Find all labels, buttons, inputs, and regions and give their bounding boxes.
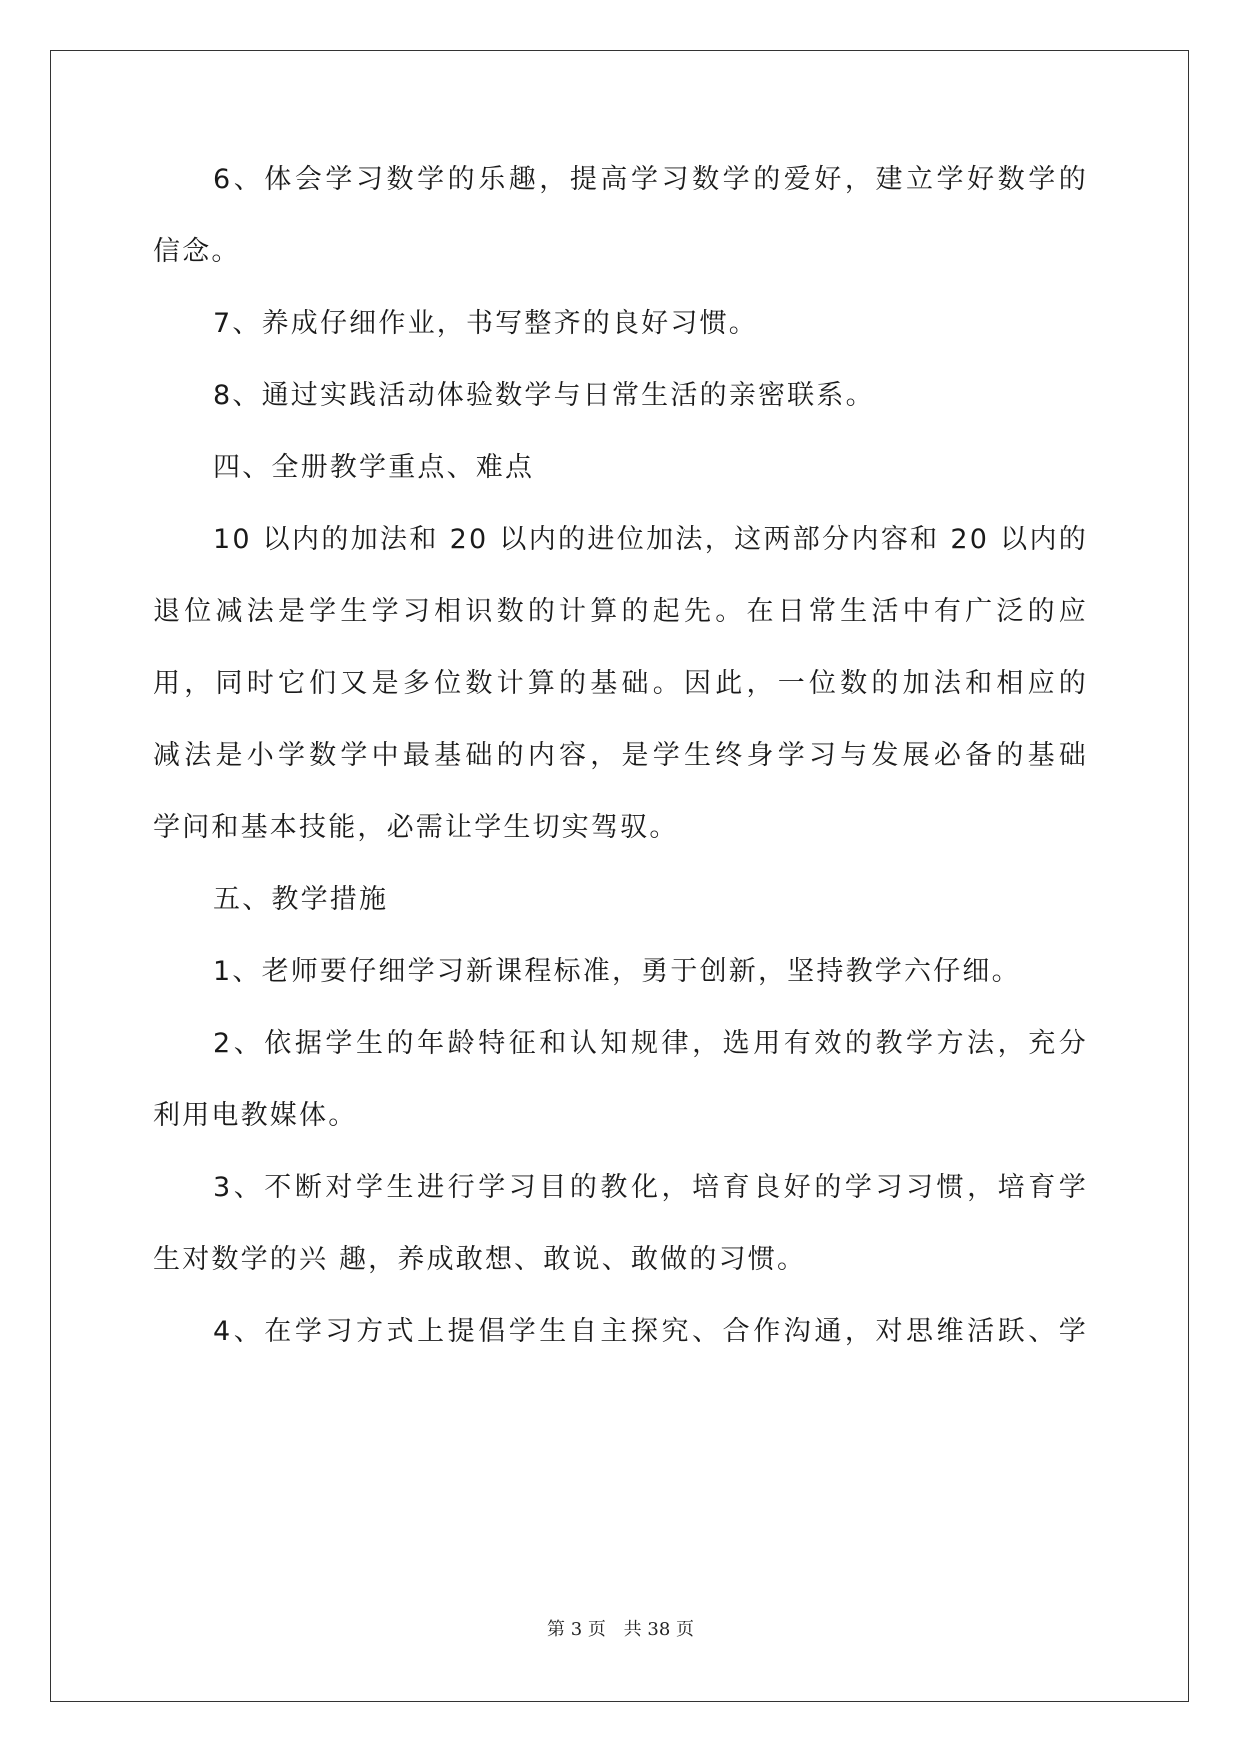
paragraph-line: 7、养成仔细作业，书写整齐的良好习惯。 <box>213 308 758 339</box>
paragraph-line: 1、老师要仔细学习新课程标准，勇于创新，坚持教学六仔细。 <box>213 956 1021 987</box>
paragraph-line: 2、依据学生的年龄特征和认知规律，选用有效的教学方法，充分 <box>213 1028 1088 1059</box>
section-heading: 四、全册教学重点、难点 <box>213 452 535 483</box>
section-heading: 五、教学措施 <box>213 884 389 915</box>
page-footer <box>0 1615 1241 1641</box>
paragraph-line: 利用电教媒体。 <box>153 1100 358 1131</box>
paragraph-line: 8、通过实践活动体验数学与日常生活的亲密联系。 <box>213 380 875 411</box>
paragraph-line: 6、体会学习数学的乐趣，提高学习数学的爱好，建立学好数学的 <box>213 164 1088 195</box>
paragraph-line: 用，同时它们又是多位数计算的基础。因此，一位数的加法和相应的 <box>153 668 1088 699</box>
paragraph-line: 减法是小学数学中最基础的内容，是学生终身学习与发展必备的基础 <box>153 740 1088 771</box>
paragraph-line: 10 以内的加法和 20 以内的进位加法，这两部分内容和 20 以内的 <box>213 524 1088 555</box>
paragraph-line: 4、在学习方式上提倡学生自主探究、合作沟通，对思维活跃、学 <box>213 1316 1088 1347</box>
paragraph-line: 学问和基本技能，必需让学生切实驾驭。 <box>153 812 679 843</box>
paragraph-line: 退位减法是学生学习相识数的计算的起先。在日常生活中有广泛的应 <box>153 596 1088 627</box>
paragraph-line: 3、不断对学生进行学习目的教化，培育良好的学习习惯，培育学 <box>213 1172 1088 1203</box>
page-number: 第 3 页 <box>547 1619 606 1640</box>
paragraph-line: 生对数学的兴 趣，养成敢想、敢说、敢做的习惯。 <box>153 1244 807 1275</box>
page-total: 共 38 页 <box>623 1619 694 1640</box>
page-border <box>50 50 1189 1702</box>
paragraph-line: 信念。 <box>153 236 241 267</box>
